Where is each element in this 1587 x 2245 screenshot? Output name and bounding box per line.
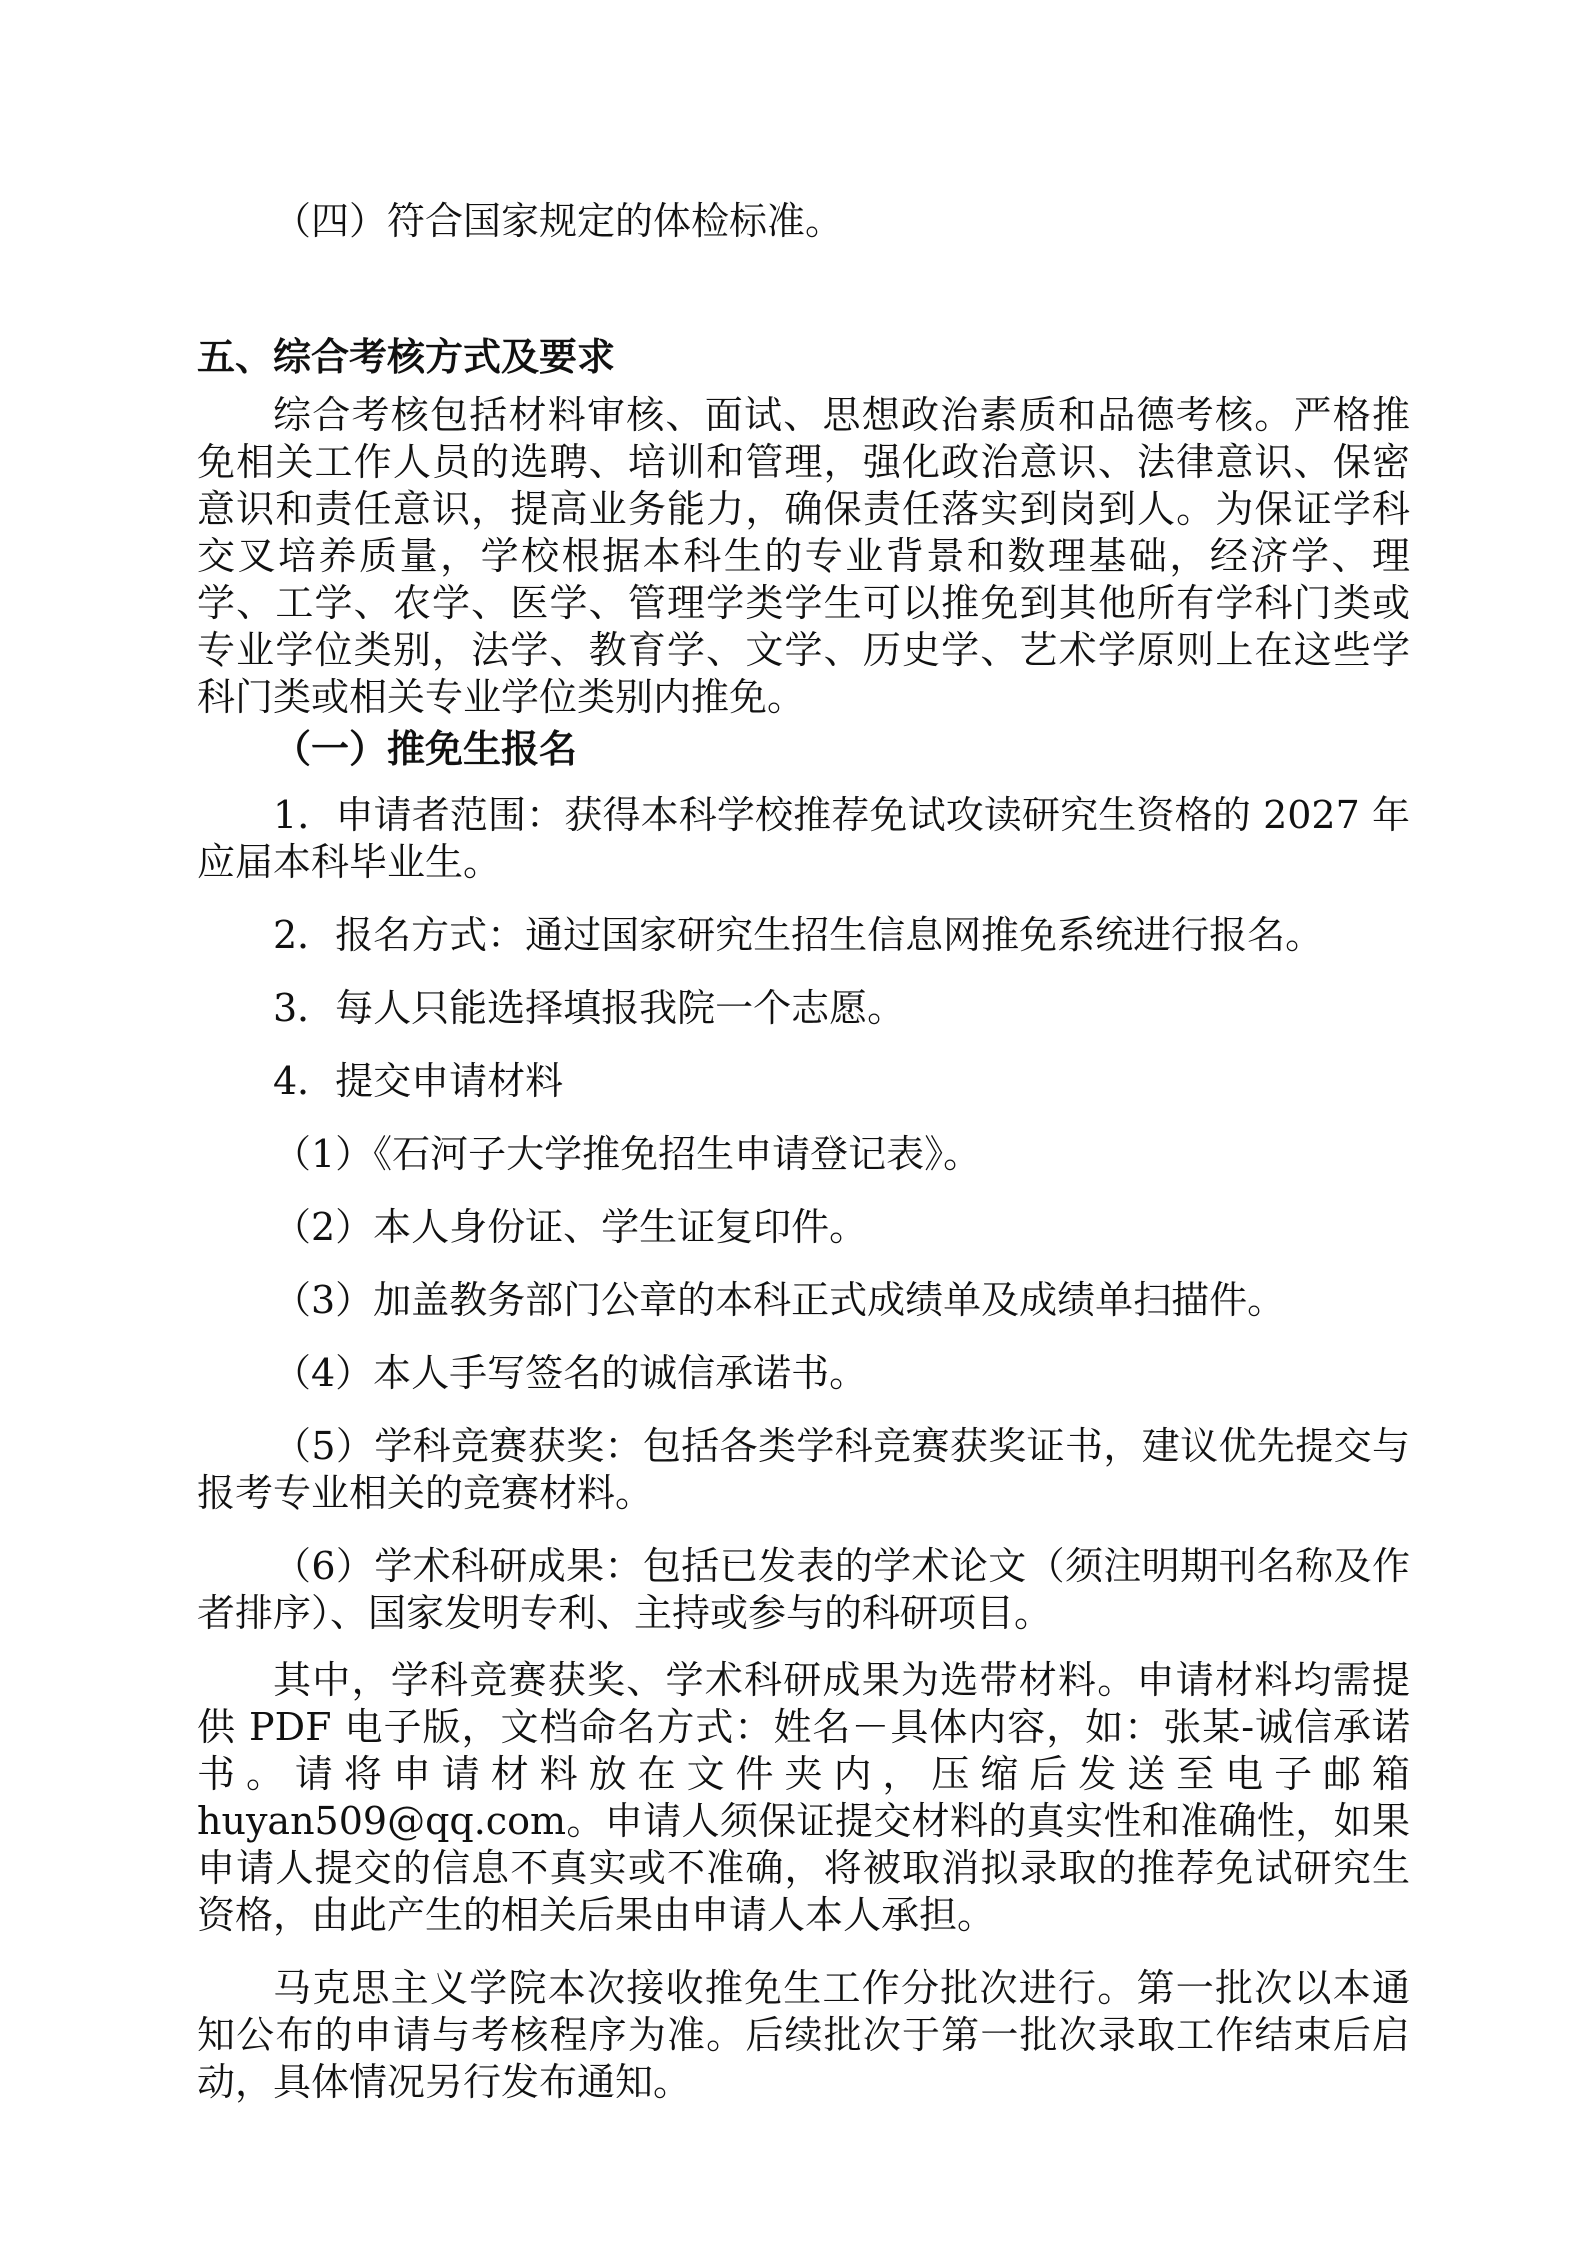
batch-note-paragraph: 马克思主义学院本次接收推免生工作分批次进行。第一批次以本通知公布的申请与考核程序为准。后续批次于第一批次录取工作结束后启动，具体情况另行发布通知。 [197,1966,1410,2104]
registration-method-item: 2．报名方式：通过国家研究生招生信息网推免系统进行报名。 [273,913,1324,957]
material-item-3: （3）加盖教务部门公章的本科正式成绩单及成绩单扫描件。 [273,1278,1286,1322]
material-item-1: （1）《石河子大学推免招生申请登记表》。 [273,1132,982,1176]
section-5-intro-paragraph: 综合考核包括材料审核、面试、思想政治素质和品德考核。严格推免相关工作人员的选聘、培训和管理，强化政治意识、法律意识、保密意识和责任意识，提高业务能力，确保责任落实到岗到人。为保证学科交叉培养质量，学校根据本科生的专业背景和数理基础，经济学、理学、工学、农学、医学、管理学类学生可以推免到其他所有学科门类或专业学位类别，法学、教育学、文学、历史学、艺术学原则上在这些学科门类或相关专业学位类别内推免。 [197,393,1410,719]
material-item-2: （2）本人身份证、学生证复印件。 [273,1205,868,1249]
single-choice-item: 3．每人只能选择填报我院一个志愿。 [273,986,906,1030]
material-item-6: （6）学术科研成果：包括已发表的学术论文（须注明期刊名称及作者排序）、国家发明专利、主持或参与的科研项目。 [197,1544,1410,1635]
section-5-heading: 五、综合考核方式及要求 [197,334,616,379]
document-body [197,186,1410,2106]
submission-note-paragraph: 其中，学科竞赛获奖、学术科研成果为选带材料。申请材料均需提供 PDF 电子版，文档命名方式：姓名－具体内容，如：张某-诚信承诺书。请将申请材料放在文件夹内，压缩后发送至电子邮箱 huyan509@qq.com。申请人须保证提交材料的真实性和准确性，如果申请人提交的信息不真实或不准确，将被取消拟录取的推荐免试研究生资格，由此产生的相关后果由申请人本人承担。 [197,1658,1410,1937]
registration-subheading: （一）推免生报名 [273,726,578,771]
material-item-5: （5）学科竞赛获奖：包括各类学科竞赛获奖证书，建议优先提交与报考专业相关的竞赛材料。 [197,1424,1410,1515]
submit-materials-item: 4．提交申请材料 [273,1059,564,1103]
material-item-4: （4）本人手写签名的诚信承诺书。 [273,1351,868,1395]
health-standard-item: （四）符合国家规定的体检标准。 [273,199,844,243]
applicant-scope-item: 1．申请者范围：获得本科学校推荐免试攻读研究生资格的 2027 年应届本科毕业生。 [197,793,1410,884]
